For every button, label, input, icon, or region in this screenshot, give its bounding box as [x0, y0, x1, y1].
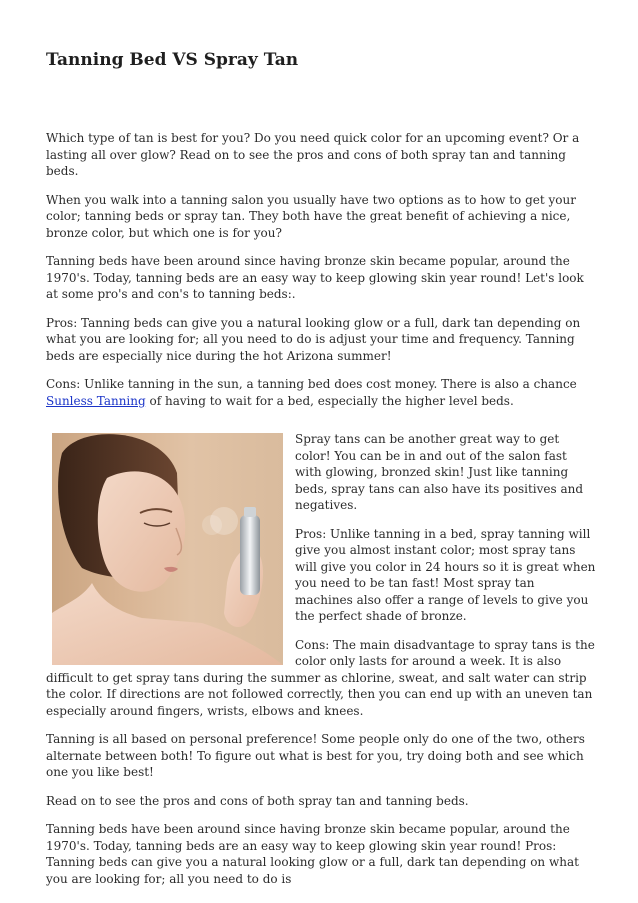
sunless-tanning-link[interactable]: Sunless Tanning — [46, 393, 146, 408]
salon-options-paragraph: When you walk into a tanning salon you usually have two options as to how to get your color; tanning beds or spray tan. They both have the great benefit of achieving a nice, bronze color, but which one is for you? — [46, 192, 576, 240]
cons-text-before: Cons: Unlike tanning in the sun, a tanning bed does cost money. There is also a chance — [46, 377, 577, 391]
spray-tan-cons-paragraph: Cons: The main disadvantage to spray tans is the color only lasts for around a week. It is also difficult to get spray tans during the summer as chlorine, sweat, and salt water can strip the color. If directions are not followed correctly, then you can end up with an uneven tan especially around fingers, wrists, elbows and knees. — [46, 637, 595, 718]
spray-tan-section — [46, 431, 596, 731]
tanning-beds-cons-paragraph — [46, 376, 596, 409]
tanning-beds-summary-paragraph: Tanning beds have been around since having bronze skin became popular, around the 1970's. Today, tanning beds are an easy way to keep glowing skin year round! Pros: Tanning beds can give you a natural looking glow or a full, dark tan depending on what you are looking for; all you need to do is — [46, 822, 579, 886]
spray-tan-photo — [52, 433, 283, 665]
spray-tan-pros-paragraph: Pros: Unlike tanning in a bed, spray tanning will give you almost instant color; most spray tans will give you color in 24 hours so it is great when you need to be tan fast! Most spray tan machines also offer a range of levels to give you the perfect shade of bronze. — [295, 526, 596, 623]
intro-paragraph: Which type of tan is best for you? Do you need quick color for an upcoming event? Or a lasting all over glow? Read on to see the pros and cons of both spray tan and tanning beds. — [46, 131, 580, 178]
read-on-paragraph: Read on to see the pros and cons of both spray tan and tanning beds. — [46, 793, 469, 808]
cons-text-after: of having to wait for a bed, especially the higher level beds. — [145, 393, 514, 408]
tanning-beds-history-paragraph: Tanning beds have been around since having bronze skin became popular, around the 1970's. Today, tanning beds are an easy way to keep glowing skin year round! Let's look at some pro's and con's to tanning beds:. — [46, 254, 584, 301]
woman-spraying-face-image — [52, 433, 283, 665]
spray-tan-intro-paragraph: Spray tans can be another great way to get color! You can be in and out of the salon fast with glowing, bronzed skin! Just like tanning beds, spray tans can also have its positives and negatives. — [295, 432, 584, 512]
tanning-beds-pros-paragraph: Pros: Tanning beds can give you a natural looking glow or a full, dark tan depending on what you are looking for; all you need to do is adjust your time and frequency. Tanning beds are especially nice during the hot Arizona summer! — [46, 315, 581, 363]
article-body — [46, 130, 596, 899]
page-title: Tanning Bed VS Spray Tan — [46, 50, 299, 70]
personal-preference-paragraph: Tanning is all based on personal preference! Some people only do one of the two, others alternate between both! To figure out what is best for you, try doing both and see which one you like best! — [46, 732, 585, 779]
